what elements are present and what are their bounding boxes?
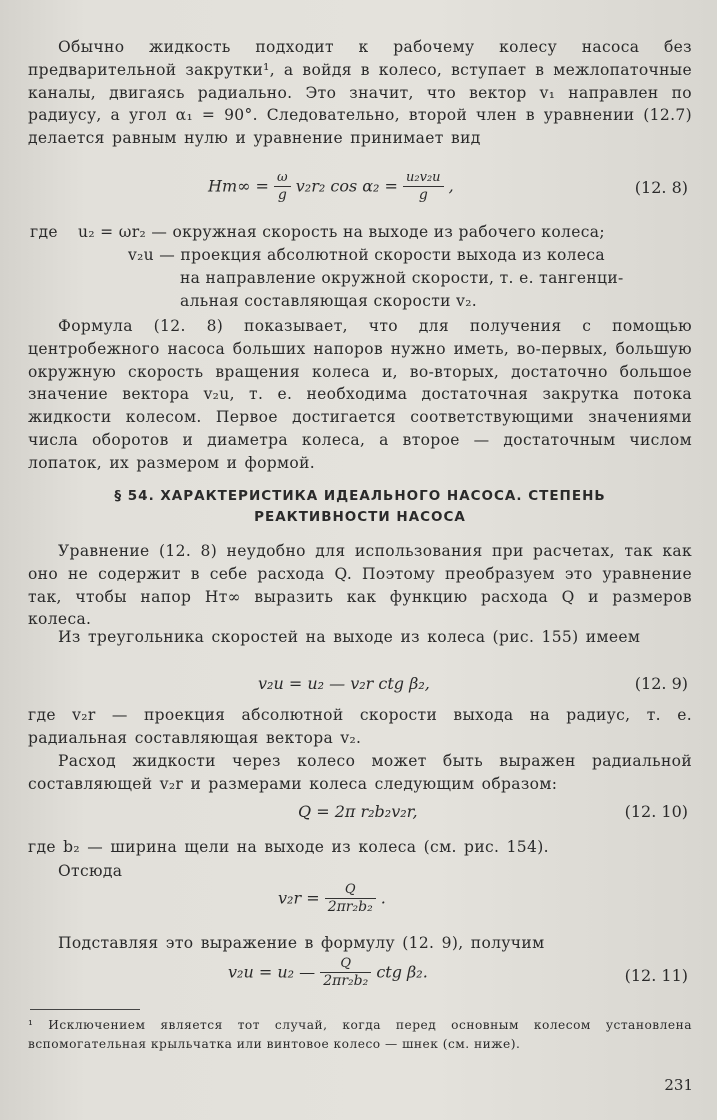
paragraph-text: Отсюда [58,862,123,880]
formula-expression [278,882,386,916]
page-number: 231 [664,1076,693,1094]
formula-12-9 [28,672,692,706]
paragraph-flow-rate [28,750,692,796]
formula-tail: , [448,176,454,196]
section-heading [28,486,692,528]
formula-12-8 [28,170,692,204]
paragraph-hence [28,860,692,883]
paragraph-text: Расход жидкости через колесо может быть выражен радиальной составляющей v₂r и размерами колеса следующим образом: [28,752,692,793]
section-heading-line1: § 54. ХАРАКТЕРИСТИКА ИДЕАЛЬНОГО НАСОСА. СТЕПЕНЬ [114,488,606,504]
fraction-numerator: ω [274,170,291,187]
paragraph-text: Подставляя это выражение в формулу (12. 9), получим [58,934,545,952]
fraction [274,170,291,204]
formula-lhs: v₂r = [278,888,320,908]
fraction-denominator: 2πr₂b₂ [323,973,369,989]
fraction-denominator: 2πr₂b₂ [327,899,373,915]
section-heading-line2: РЕАКТИВНОСТИ НАСОСА [254,509,466,525]
formula-tail: ctg β₂. [376,962,428,982]
equation-number: (12. 9) [634,674,688,693]
fraction [325,882,376,916]
definition-v2u: v₂u — проекция абсолютной скорости выхода из колеса [128,246,606,264]
definition-u2: u₂ = ωr₂ — окружная скорость на выходе из рабочего колеса; [78,223,605,241]
formula-12-10 [28,800,692,834]
paragraph-text: Уравнение (12. 8) неудобно для использования при расчетах, так как оно не содержит в себе расхода Q. Поэтому преобразуем это уравнение так, чтобы напор Hт∞ выразить как функцию расхода Q и размеров колеса. [28,542,692,629]
fraction-denominator: g [277,187,287,203]
definition-v2u-end: альная составляющая скорости v₂. [180,292,478,310]
formula-12-11 [28,956,692,1002]
paragraph-text: Обычно жидкость подходит к рабочему колесу насоса без предварительной закрутки¹, а войдя в колесо, вступает в межлопаточные каналы, двигаясь радиально. Это значит, что вектор v₁ направлен по радиусу, а угол α₁ = 90°. Следовательно, второй член в уравнении (12.7) делается равным нулю и уравнение принимает вид [28,38,692,148]
definition-v2u-cont: на направление окружной скорости, т. е. тангенци- [180,269,624,287]
where-label: где [30,223,58,241]
paragraph-intro [28,36,692,150]
paragraph-b2-definition [28,836,692,859]
fraction [320,956,371,990]
formula-expression [228,956,428,990]
footnote: ¹ Исключением является тот случай, когда перед основным колесом установлена вспомогательная крыльчатка или винтовое колесо — шнек (см. ниже). [28,1018,692,1051]
fraction-denominator: g [418,187,428,203]
paragraph-v2r-definition [28,704,692,750]
footnote-divider [30,1009,140,1010]
paragraph-text: Из треугольника скоростей на выходе из колеса (рис. 155) имеем [58,628,641,646]
paragraph-text: где v₂r — проекция абсолютной скорости выхода на радиус, т. е. радиальная составляющая вектора v₂. [28,706,692,747]
fraction-numerator: u₂v₂u [403,170,444,187]
formula-expression: v₂u = u₂ — v₂r ctg β₂, [258,674,430,693]
formula-lhs: Hт∞ = [208,176,269,196]
formula-expression [208,170,454,204]
paragraph-text: где b₂ — ширина щели на выходе из колеса (см. рис. 154). [28,838,549,856]
formula-middle: v₂r₂ cos α₂ = [295,176,398,196]
fraction-numerator: Q [320,956,371,973]
formula-tail: . [380,888,386,908]
fraction-numerator: Q [325,882,376,899]
paragraph-velocity-triangle [28,626,692,649]
equation-number: (12. 11) [624,966,688,985]
paragraph-text: Формула (12. 8) показывает, что для получения с помощью центробежного насоса больших напоров нужно иметь, во-первых, большую окружную скорость вращения колеса и, во-вторых, достаточно большое значение вектора v₂u, т. е. необходима достаточная закрутка потока жидкости колесом. Первое достигается соответствующими значениями числа оборотов и диаметра колеса, а второе — достаточным числом лопаток, их размером и формой. [28,317,692,472]
equation-number: (12. 8) [634,178,688,197]
fraction [403,170,444,204]
paragraph-equation-inconvenient [28,540,692,631]
formula-lhs: v₂u = u₂ — [228,962,316,982]
formula-expression: Q = 2π r₂b₂v₂r, [298,802,418,821]
paragraph-formula-discussion [28,315,692,475]
equation-number: (12. 10) [624,802,688,821]
formula-v2r [28,882,692,926]
paragraph-substitution [28,932,692,955]
